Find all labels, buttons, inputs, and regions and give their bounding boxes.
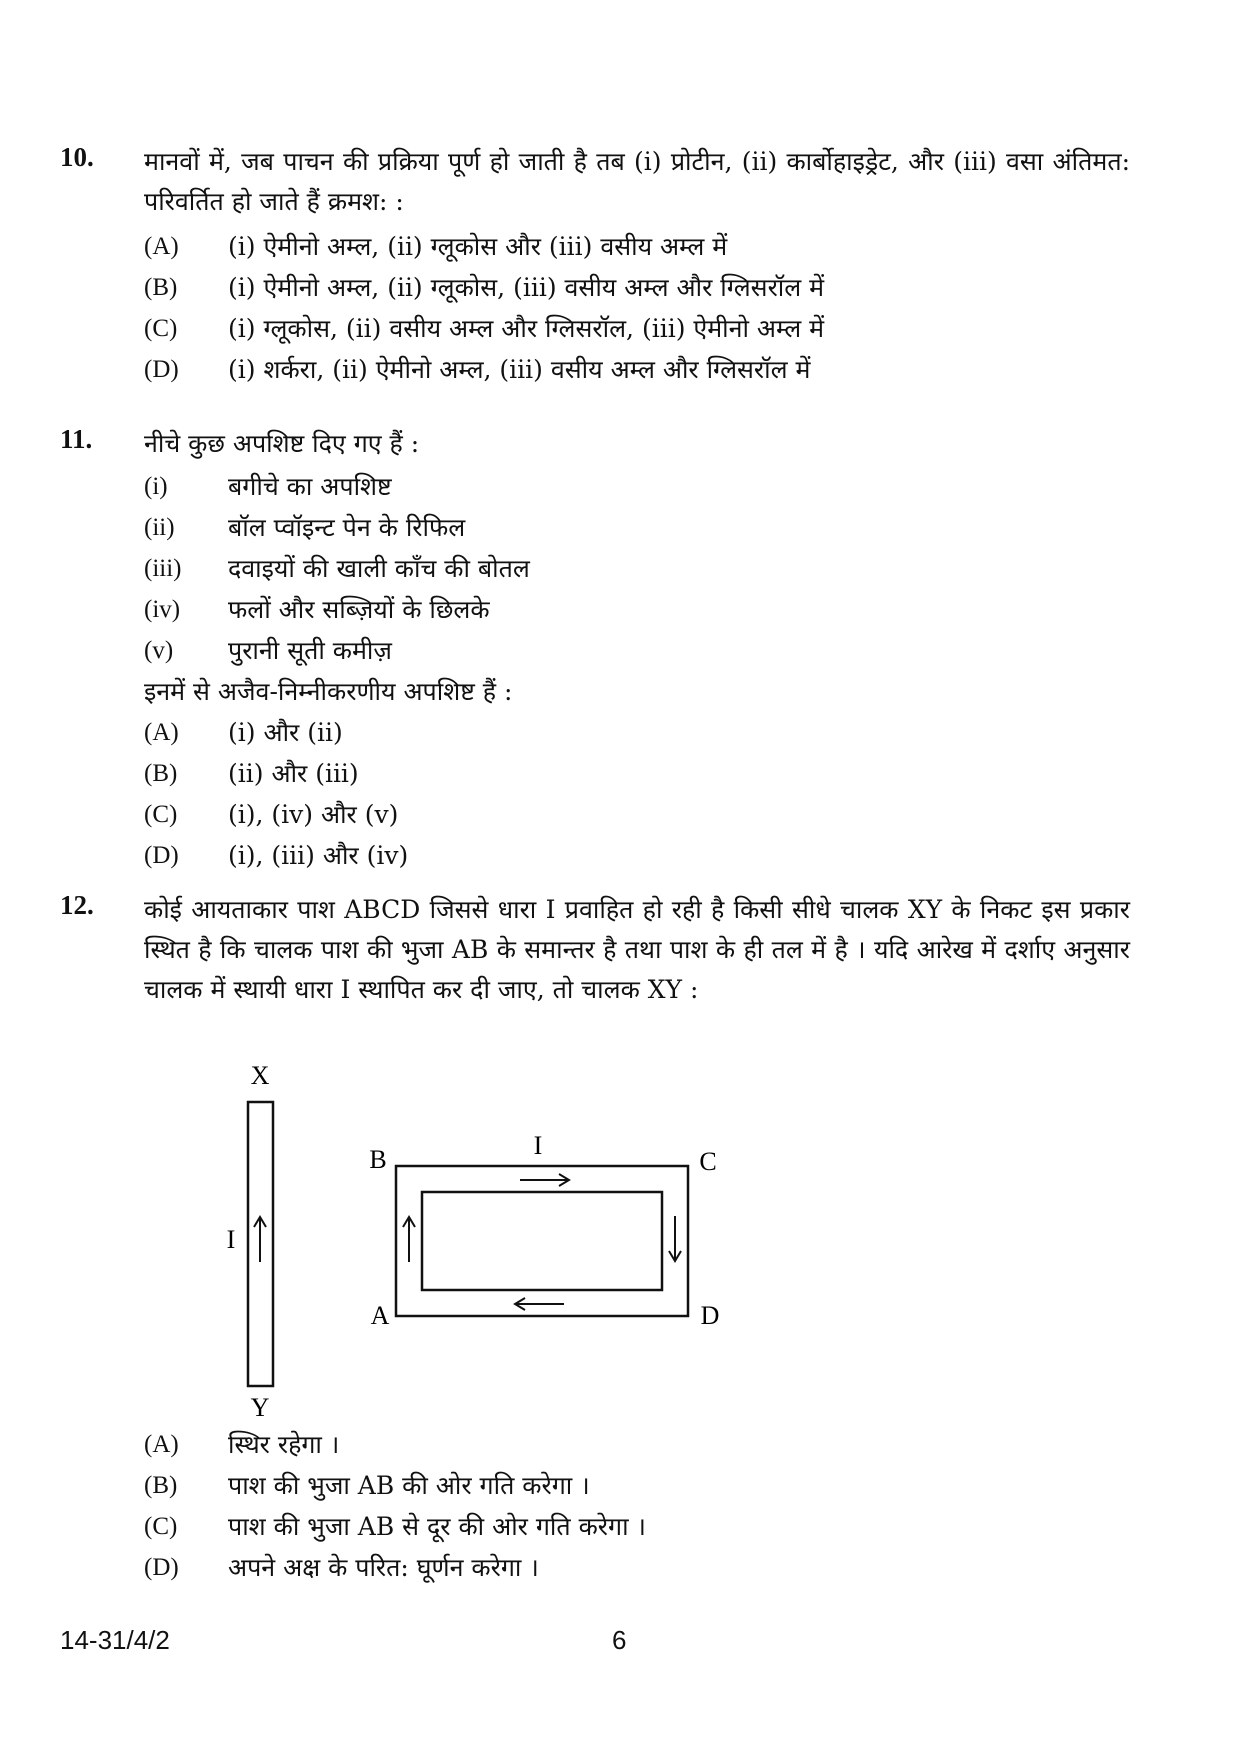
option-a: (A) (i) ऐमीनो अम्ल, (ii) ग्लूकोस और (iii) वसीय अम्ल में [144,232,728,261]
list-item: (iii) दवाइयों की खाली काँच की बोतल [144,554,530,583]
option-c: (C) (i) ग्लूकोस, (ii) वसीय अम्ल और ग्लिसरॉल, (iii) ऐमीनो अम्ल में [144,314,825,343]
question-prompt: इनमें से अजैव-निम्नीकरणीय अपशिष्ट हैं : [144,677,513,706]
question-text: मानवों में, जब पाचन की प्रक्रिया पूर्ण हो जाती है तब (i) प्रोटीन, (ii) कार्बोहाइड्रेट, और (iii) वसा अंतिमत: परिवर्तित हो जाते हैं क्रमश: : [144,147,1130,216]
option-d: (D) (i), (iii) और (iv) [144,841,409,870]
list-item: (v) पुरानी सूती कमीज़ [144,636,392,665]
conductor-current-label: I [226,1225,236,1254]
up-arrow-icon [403,1217,415,1262]
page-number: 6 [612,1625,627,1655]
question-number: 12. [60,890,94,920]
option-d: (D) अपने अक्ष के परित: घूर्णन करेगा । [144,1553,539,1582]
option-a: (A) (i) और (ii) [144,718,343,747]
question-10 [60,142,1130,390]
label-x: X [250,1061,270,1090]
label-d: D [700,1301,720,1330]
label-a: A [370,1301,390,1330]
option-b: (B) पाश की भुजा AB की ओर गति करेगा । [144,1471,590,1500]
list-item: (i) बगीचे का अपशिष्ट [144,472,392,501]
question-11 [60,424,1130,876]
label-y: Y [250,1393,270,1420]
right-arrow-icon [520,1174,569,1186]
option-d: (D) (i) शर्करा, (ii) ऐमीनो अम्ल, (iii) वसीय अम्ल और ग्लिसरॉल में [144,355,811,384]
label-c: C [699,1147,717,1176]
loop-current-label: I [533,1131,543,1160]
left-arrow-icon [515,1298,564,1310]
question-12-options [60,1424,1130,1588]
loop-outer [396,1166,688,1316]
option-b: (B) (ii) और (iii) [144,759,359,788]
list-item: (ii) बॉल प्वॉइन्ट पेन के रिफिल [144,513,466,542]
down-arrow-icon [669,1216,681,1261]
option-b: (B) (i) ऐमीनो अम्ल, (ii) ग्लूकोस, (iii) वसीय अम्ल और ग्लिसरॉल में [144,273,825,302]
label-b: B [369,1145,387,1174]
up-arrow-icon [254,1217,266,1262]
paper-code: 14-31/4/2 [60,1625,170,1655]
question-number: 11. [60,424,93,454]
option-c: (C) पाश की भुजा AB से दूर की ओर गति करेगा । [144,1512,646,1541]
loop-inner [422,1192,662,1290]
list-item: (iv) फलों और सब्ज़ियों के छिलके [144,595,490,624]
option-c: (C) (i), (iv) और (v) [144,800,399,829]
question-text: नीचे कुछ अपशिष्ट दिए गए हैं : [144,429,420,458]
option-a: (A) स्थिर रहेगा । [144,1430,340,1459]
question-12 [60,890,1130,1010]
question-number: 10. [60,142,94,172]
circuit-diagram [200,1050,760,1420]
question-text: कोई आयताकार पाश ABCD जिससे धारा I प्रवाहित हो रही है किसी सीधे चालक XY के निकट इस प्रकार स्थित है कि चालक पाश की भुजा AB के समान्तर है तथा पाश के ही तल में है । यदि आरेख में दर्शाए अनुसार चालक में स्थायी धारा I स्थापित कर दी जाए, तो चालक XY : [144,895,1130,1004]
